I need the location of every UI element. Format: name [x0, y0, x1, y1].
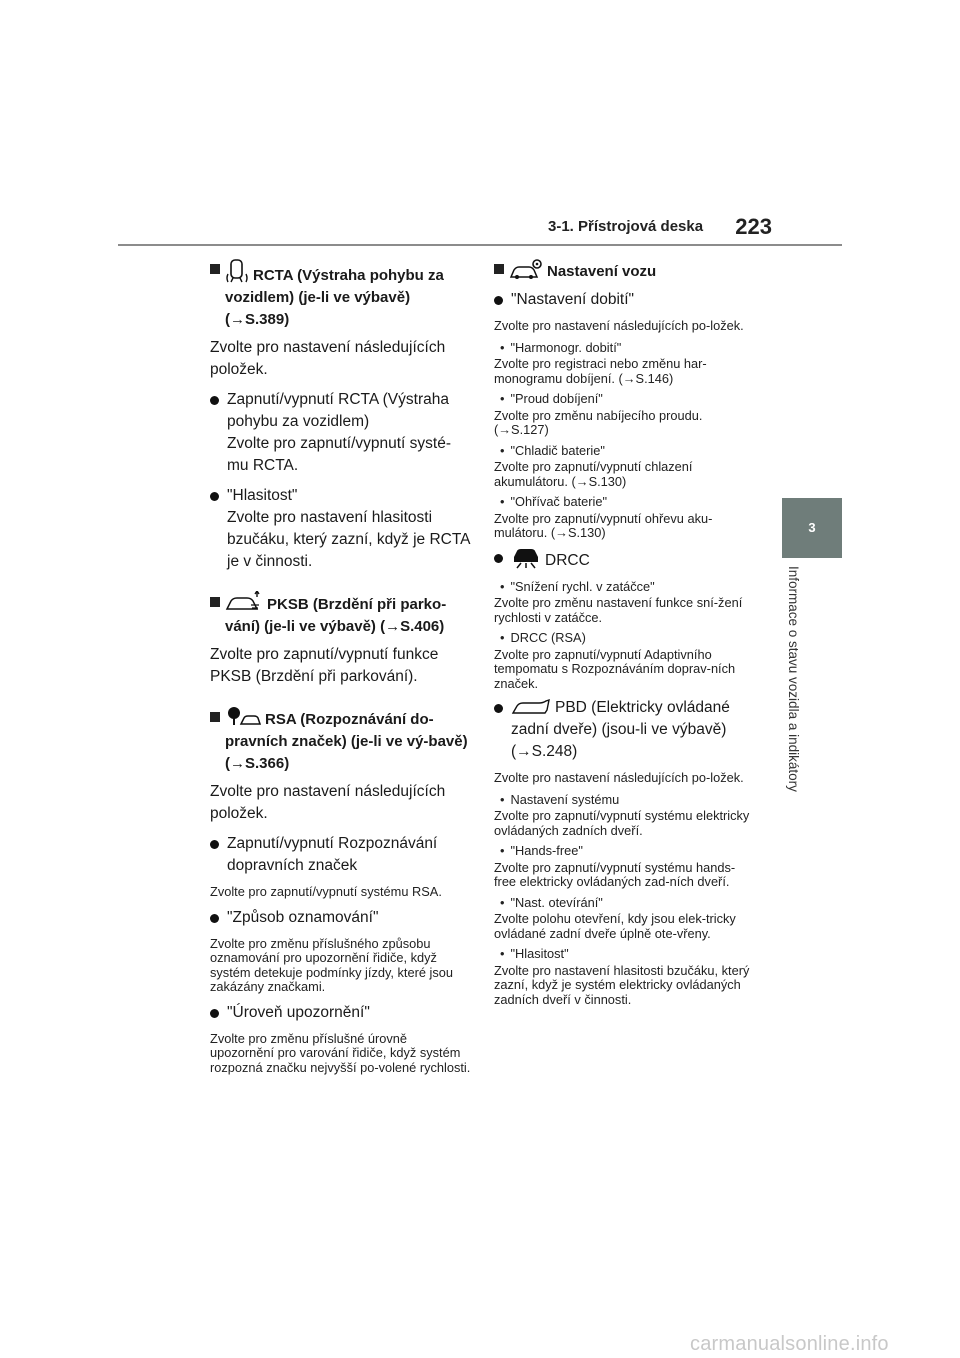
rcta-b1-desc: Zvolte pro zapnutí/vypnutí systé-mu RCTA.	[227, 435, 451, 474]
sub-item-desc: Zvolte pro zapnutí/vypnutí chlazení akumulátoru. (→S.130)	[494, 459, 693, 489]
pbd-desc: Zvolte pro nastavení následujících po-ložek.	[494, 770, 744, 785]
list-item	[494, 547, 756, 572]
header-rule	[118, 244, 842, 246]
rcta-heading	[210, 258, 472, 331]
square-bullet	[494, 264, 504, 274]
square-bullet	[210, 264, 220, 274]
section-title: 3-1. Přístrojová deska	[548, 218, 704, 235]
sub-item-desc: Zvolte pro nastavení hlasitosti bzučáku, který zazní, když je systém elektricky ovládaných zadních dveří v činnosti.	[494, 962, 750, 1007]
bullet-dot	[494, 554, 503, 563]
list-item	[494, 697, 756, 763]
bullet-dot	[210, 396, 219, 405]
sub-item: • "Chladič baterie"	[500, 442, 605, 458]
sub-item-desc: Zvolte pro změnu nastavení funkce sní-žení rychlosti v zatáčce.	[494, 595, 743, 625]
left-column	[210, 258, 472, 1082]
sub-item: • "Snížení rychl. v zatáčce"	[500, 578, 655, 594]
rcta-icon	[225, 258, 249, 284]
rcta-intro: Zvolte pro nastavení následujících položek.	[210, 339, 446, 378]
rsa-heading-text: RSA (Rozpoznávání do-pravních značek) (je-li ve vý-bavě) (→S.366)	[225, 711, 468, 772]
power-back-door-icon	[511, 698, 551, 716]
rsa-icon	[225, 706, 261, 728]
drcc-icon	[511, 547, 541, 569]
sub-item: • "Hlasitost"	[500, 946, 569, 961]
pksb-intro: Zvolte pro zapnutí/vypnutí funkce PKSB (Brzdění při parkování).	[210, 646, 439, 685]
list-item	[210, 389, 472, 477]
list-item	[210, 833, 472, 877]
bullet-dot	[210, 1009, 219, 1018]
rsa-b2-desc: Zvolte pro změnu příslušného způsobu oznamování pro upozornění řidiče, když systém detekuje podmínky jízdy, které jsou zakázány značkami.	[210, 935, 454, 994]
charge-settings: "Nastavení dobití"	[511, 291, 635, 308]
vehicle-settings-heading	[494, 258, 756, 283]
sub-item: • "Hands-free"	[500, 843, 583, 858]
sub-item-desc: Zvolte pro registraci nebo změnu har-monogramu dobíjení. (→S.146)	[494, 356, 707, 386]
chapter-title: Informace o stavu vozidla a indikátory	[786, 566, 801, 792]
bullet-dot	[494, 296, 503, 305]
drcc-label: DRCC	[545, 551, 590, 569]
sub-item-desc: Zvolte pro zapnutí/vypnutí Adaptivního tempomatu s Rozpoznáváním doprav-ních značek.	[494, 646, 736, 691]
watermark: carmanualsonline.info	[690, 1333, 889, 1355]
list-item	[210, 485, 472, 573]
list-item	[210, 1002, 472, 1024]
sub-item: • "Proud dobíjení"	[500, 391, 603, 406]
square-bullet	[210, 712, 220, 722]
vehicle-settings-title: Nastavení vozu	[547, 263, 657, 280]
pksb-heading	[210, 591, 472, 638]
chapter-number: 3	[808, 520, 816, 535]
chapter-tab	[782, 498, 842, 558]
car-settings-icon	[509, 258, 543, 280]
rsa-b2: "Způsob oznamování"	[227, 908, 379, 926]
sub-item: • "Ohřívač baterie"	[500, 494, 608, 509]
pksb-heading-text: PKSB (Brzdění při parko-vání) (je-li ve výbavě) (→S.406)	[225, 596, 447, 635]
bullet-dot	[210, 492, 219, 501]
rsa-b3-desc: Zvolte pro změnu příslušné úrovně upozornění pro varování řidiče, když systém rozpozná značku nejvyšší po-volené rychlosti.	[210, 1030, 471, 1075]
sub-item: • Nastavení systému	[500, 791, 620, 807]
sub-item-desc: Zvolte pro zapnutí/vypnutí systému elektricky ovládaných zadních dveří.	[494, 808, 750, 838]
list-item	[494, 289, 756, 311]
rsa-intro: Zvolte pro nastavení následujících položek.	[210, 783, 446, 822]
bullet-dot	[494, 704, 503, 713]
rcta-b2-desc: Zvolte pro nastavení hlasitosti bzučáku, který zazní, když je RCTA je v činnosti.	[227, 509, 470, 570]
page-number: 223	[735, 214, 772, 239]
sub-item-desc: Zvolte pro změnu nabíjecího proudu. (→S.127)	[494, 407, 703, 437]
sub-item-desc: Zvolte polohu otevření, kdy jsou elek-tricky ovládané zadní dveře úplně ote-vřeny.	[494, 911, 736, 941]
rcta-heading-text: RCTA (Výstraha pohybu za vozidlem) (je-li ve výbavě) (→S.389)	[225, 267, 444, 328]
rsa-b3: "Úroveň upozornění"	[227, 1003, 370, 1021]
rsa-b1: Zapnutí/vypnutí Rozpoznávání dopravních značek	[227, 835, 438, 874]
square-bullet	[210, 597, 220, 607]
chapter-side-label	[782, 566, 806, 831]
list-item	[210, 907, 472, 929]
sub-item-desc: Zvolte pro zapnutí/vypnutí systému hands-free elektricky ovládaných zad-ních dveří.	[494, 859, 736, 889]
right-column	[494, 258, 756, 1013]
pksb-icon	[225, 591, 263, 613]
sub-item: • DRCC (RSA)	[500, 630, 586, 645]
bullet-dot	[210, 914, 219, 923]
rcta-b1: Zapnutí/vypnutí RCTA (Výstraha pohybu za vozidlem)	[227, 391, 449, 430]
sub-item: • "Harmonogr. dobití"	[500, 339, 622, 355]
bullet-dot	[210, 840, 219, 849]
rsa-b1-desc: Zvolte pro zapnutí/vypnutí systému RSA.	[210, 884, 442, 899]
charge-settings-desc: Zvolte pro nastavení následujících po-ložek.	[494, 318, 744, 333]
sub-item: • "Nast. otevírání"	[500, 894, 603, 910]
sub-item-desc: Zvolte pro zapnutí/vypnutí ohřevu aku-mulátoru. (→S.130)	[494, 510, 713, 540]
rsa-heading	[210, 706, 472, 775]
pbd-label: PBD (Elektricky ovládané zadní dveře) (jsou-li ve výbavě) (→S.248)	[511, 699, 730, 760]
rcta-b2: "Hlasitost"	[227, 487, 298, 504]
page-header	[548, 214, 778, 244]
